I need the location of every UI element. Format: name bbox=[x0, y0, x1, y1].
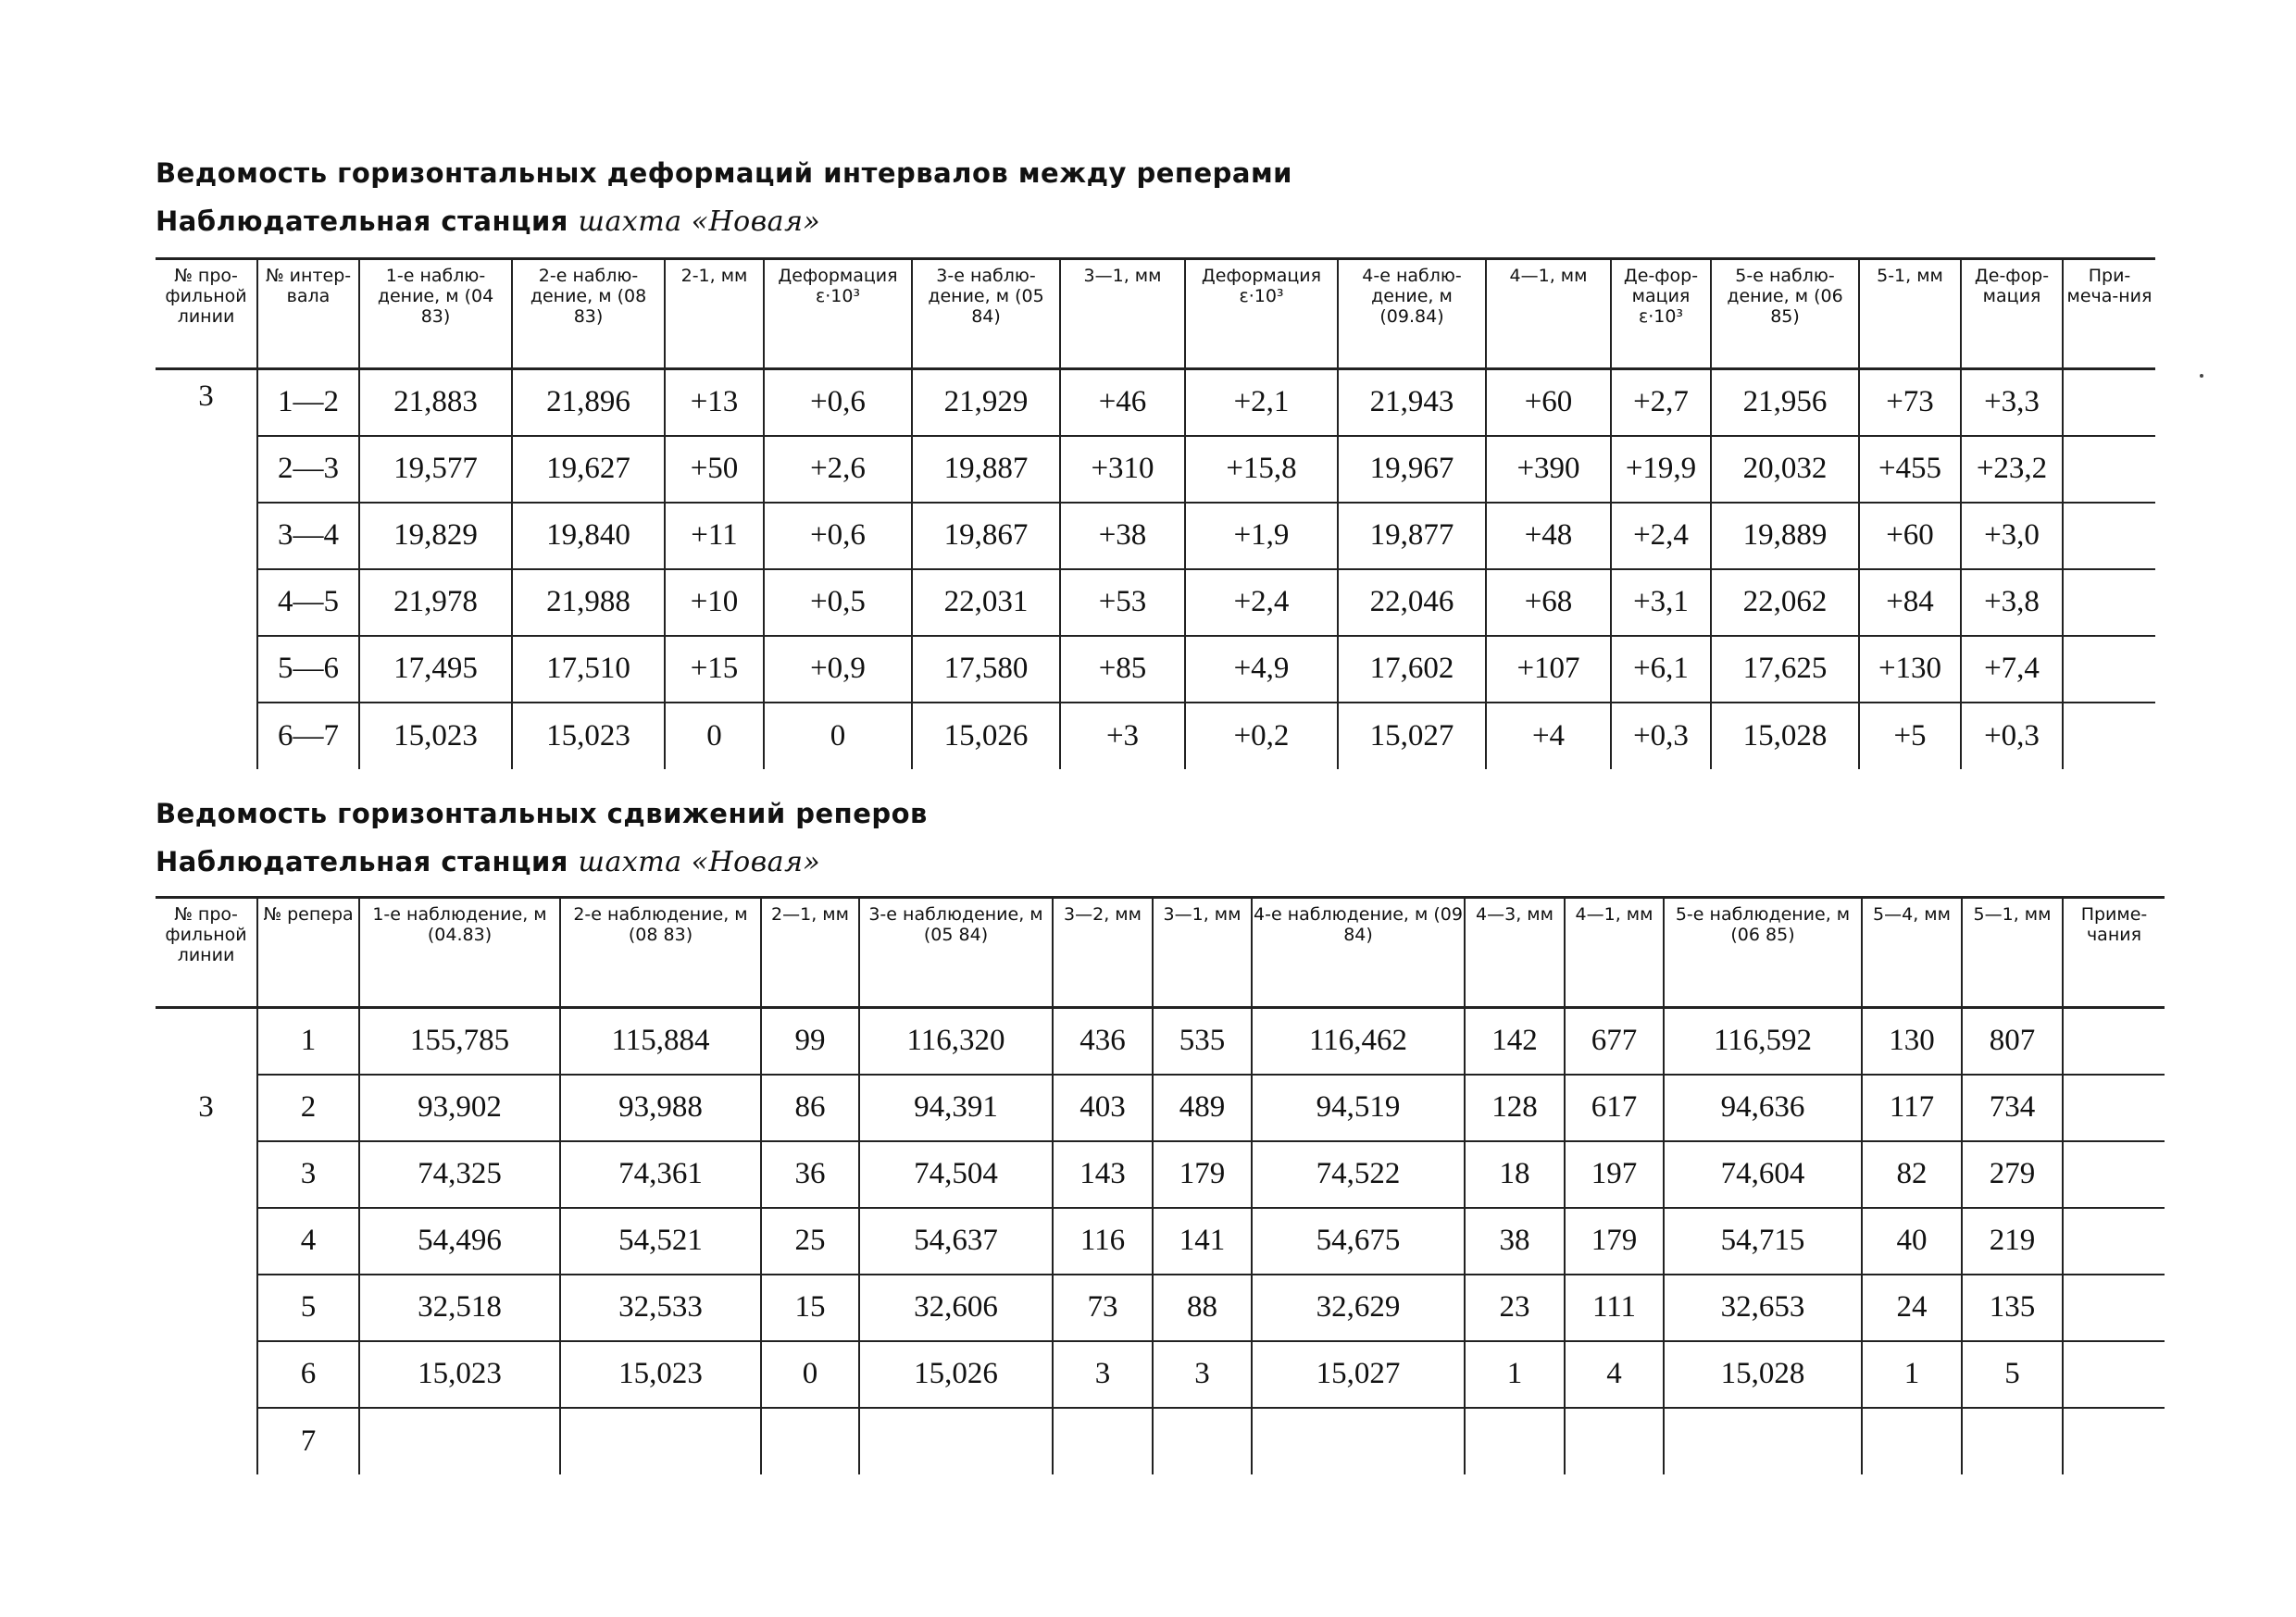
cell-obs5: 54,715 bbox=[1664, 1208, 1862, 1275]
cell-d21: +15 bbox=[665, 636, 764, 703]
table2-header-7: 3—1, мм bbox=[1153, 898, 1252, 1008]
cell-obs4: 116,462 bbox=[1252, 1008, 1465, 1075]
cell-obs1: 74,325 bbox=[359, 1141, 560, 1208]
cell-obs1: 19,829 bbox=[359, 503, 512, 569]
cell-def4: +2,7 bbox=[1611, 369, 1711, 436]
cell-d31 bbox=[1153, 1408, 1252, 1474]
cell-d51: 219 bbox=[1962, 1208, 2063, 1275]
cell-obs2: 74,361 bbox=[560, 1141, 761, 1208]
cell-def3: +1,9 bbox=[1185, 503, 1338, 569]
cell-d41: +48 bbox=[1486, 503, 1611, 569]
cell-d41: 111 bbox=[1565, 1275, 1664, 1341]
table1-header-14: Де-фор-мация bbox=[1961, 259, 2063, 369]
cell-d21: +13 bbox=[665, 369, 764, 436]
cell-interval: 3—4 bbox=[257, 503, 359, 569]
cell-obs1: 17,495 bbox=[359, 636, 512, 703]
cell-obs1: 93,902 bbox=[359, 1075, 560, 1141]
table1-header-6: 3-е наблю-дение, м (05 84) bbox=[912, 259, 1060, 369]
table1-station-name: шахта «Новая» bbox=[578, 205, 821, 238]
table2-header-3: 2-е наблюдение, м (08 83) bbox=[560, 898, 761, 1008]
table1-header-2: 1-е наблю-дение, м (04 83) bbox=[359, 259, 512, 369]
cell-obs3: 116,320 bbox=[859, 1008, 1053, 1075]
cell-note bbox=[2063, 1008, 2165, 1075]
cell-obs1: 15,023 bbox=[359, 703, 512, 769]
cell-obs2: 115,884 bbox=[560, 1008, 761, 1075]
cell-obs1: 54,496 bbox=[359, 1208, 560, 1275]
cell-d41: 179 bbox=[1565, 1208, 1664, 1275]
cell-def2: +0,6 bbox=[764, 369, 912, 436]
cell-note bbox=[2063, 703, 2155, 769]
cell-obs4: 17,602 bbox=[1338, 636, 1486, 703]
table1-header-3: 2-е наблю-дение, м (08 83) bbox=[512, 259, 665, 369]
cell-d21: 0 bbox=[761, 1341, 859, 1408]
cell-d21: 99 bbox=[761, 1008, 859, 1075]
cell-def5: +0,3 bbox=[1961, 703, 2063, 769]
cell-obs5: 19,889 bbox=[1711, 503, 1859, 569]
table2-station-heading bbox=[156, 846, 820, 878]
displacement-row bbox=[156, 1208, 2165, 1275]
cell-d41: +4 bbox=[1486, 703, 1611, 769]
cell-d54 bbox=[1862, 1408, 1962, 1474]
cell-d31: 88 bbox=[1153, 1275, 1252, 1341]
table2-header-1: № репера bbox=[257, 898, 359, 1008]
cell-marker: 4 bbox=[257, 1208, 359, 1275]
cell-def5: +7,4 bbox=[1961, 636, 2063, 703]
cell-obs1: 21,978 bbox=[359, 569, 512, 636]
table2-header-9: 4—3, мм bbox=[1465, 898, 1565, 1008]
cell-def2: 0 bbox=[764, 703, 912, 769]
table1-station-label: Наблюдательная станция bbox=[156, 205, 568, 237]
cell-d43: 38 bbox=[1465, 1208, 1565, 1275]
cell-d31: 141 bbox=[1153, 1208, 1252, 1275]
cell-d54: 130 bbox=[1862, 1008, 1962, 1075]
cell-obs3: 74,504 bbox=[859, 1141, 1053, 1208]
cell-d32 bbox=[1053, 1408, 1153, 1474]
cell-d31: 535 bbox=[1153, 1008, 1252, 1075]
cell-d32: 403 bbox=[1053, 1075, 1153, 1141]
displacement-row bbox=[156, 1275, 2165, 1341]
cell-obs1 bbox=[359, 1408, 560, 1474]
cell-def4: +3,1 bbox=[1611, 569, 1711, 636]
cell-marker: 1 bbox=[257, 1008, 359, 1075]
table2-header-14: Приме-чания bbox=[2063, 898, 2165, 1008]
table1-header-11: Де-фор-мация ε·10³ bbox=[1611, 259, 1711, 369]
cell-obs3: 15,026 bbox=[859, 1341, 1053, 1408]
cell-def5: +3,8 bbox=[1961, 569, 2063, 636]
cell-d31: 179 bbox=[1153, 1141, 1252, 1208]
cell-d41: +68 bbox=[1486, 569, 1611, 636]
displacement-row bbox=[156, 1141, 2165, 1208]
cell-obs5: 21,956 bbox=[1711, 369, 1859, 436]
cell-d51: +5 bbox=[1859, 703, 1961, 769]
displacement-table bbox=[156, 896, 2165, 1474]
cell-obs4 bbox=[1252, 1408, 1465, 1474]
table1-title: Ведомость горизонтальных деформаций интервалов между реперами bbox=[156, 157, 1292, 189]
deformation-row bbox=[156, 503, 2155, 569]
cell-d31: +3 bbox=[1060, 703, 1185, 769]
deformation-row bbox=[156, 636, 2155, 703]
cell-obs2 bbox=[560, 1408, 761, 1474]
cell-obs5: 22,062 bbox=[1711, 569, 1859, 636]
cell-note bbox=[2063, 369, 2155, 436]
cell-d41: +107 bbox=[1486, 636, 1611, 703]
cell-obs3: 21,929 bbox=[912, 369, 1060, 436]
cell-marker: 5 bbox=[257, 1275, 359, 1341]
cell-d51: +73 bbox=[1859, 369, 1961, 436]
cell-d21: 0 bbox=[665, 703, 764, 769]
deformation-row bbox=[156, 369, 2155, 436]
cell-d31: 3 bbox=[1153, 1341, 1252, 1408]
cell-d41: 197 bbox=[1565, 1141, 1664, 1208]
cell-note bbox=[2063, 1141, 2165, 1208]
cell-marker: 7 bbox=[257, 1408, 359, 1474]
table1-station-heading bbox=[156, 205, 820, 238]
cell-obs3: 15,026 bbox=[912, 703, 1060, 769]
cell-obs3: 94,391 bbox=[859, 1075, 1053, 1141]
table2-title: Ведомость горизонтальных сдвижений реперов bbox=[156, 798, 928, 829]
cell-obs4: 22,046 bbox=[1338, 569, 1486, 636]
cell-def5: +23,2 bbox=[1961, 436, 2063, 503]
cell-obs4: 15,027 bbox=[1338, 703, 1486, 769]
cell-def4: +2,4 bbox=[1611, 503, 1711, 569]
table2-header-2: 1-е наблюдение, м (04.83) bbox=[359, 898, 560, 1008]
cell-d21: 15 bbox=[761, 1275, 859, 1341]
cell-def4: +6,1 bbox=[1611, 636, 1711, 703]
cell-d43 bbox=[1465, 1408, 1565, 1474]
cell-note bbox=[2063, 1275, 2165, 1341]
table2-header-5: 3-е наблюдение, м (05 84) bbox=[859, 898, 1053, 1008]
cell-d32: 116 bbox=[1053, 1208, 1153, 1275]
cell-def3: +15,8 bbox=[1185, 436, 1338, 503]
displacement-row bbox=[156, 1341, 2165, 1408]
cell-note bbox=[2063, 636, 2155, 703]
cell-def4: +0,3 bbox=[1611, 703, 1711, 769]
cell-def3: +4,9 bbox=[1185, 636, 1338, 703]
deformation-table bbox=[156, 257, 2155, 769]
cell-obs3 bbox=[859, 1408, 1053, 1474]
cell-d51: 279 bbox=[1962, 1141, 2063, 1208]
table2-profile-line: 3 bbox=[156, 1008, 257, 1474]
cell-note bbox=[2063, 1408, 2165, 1474]
cell-d43: 1 bbox=[1465, 1341, 1565, 1408]
cell-d54: 117 bbox=[1862, 1075, 1962, 1141]
cell-d41 bbox=[1565, 1408, 1664, 1474]
cell-d31: +53 bbox=[1060, 569, 1185, 636]
cell-obs2: 15,023 bbox=[512, 703, 665, 769]
cell-interval: 4—5 bbox=[257, 569, 359, 636]
cell-obs4: 94,519 bbox=[1252, 1075, 1465, 1141]
table1-header-4: 2-1, мм bbox=[665, 259, 764, 369]
cell-d21: +50 bbox=[665, 436, 764, 503]
cell-obs3: 17,580 bbox=[912, 636, 1060, 703]
cell-note bbox=[2063, 503, 2155, 569]
table1-header-5: Деформация ε·10³ bbox=[764, 259, 912, 369]
cell-obs1: 15,023 bbox=[359, 1341, 560, 1408]
table2-header-4: 2—1, мм bbox=[761, 898, 859, 1008]
table1-header-13: 5-1, мм bbox=[1859, 259, 1961, 369]
cell-interval: 5—6 bbox=[257, 636, 359, 703]
cell-obs3: 19,887 bbox=[912, 436, 1060, 503]
cell-d51: +455 bbox=[1859, 436, 1961, 503]
table1-header-12: 5-е наблю-дение, м (06 85) bbox=[1711, 259, 1859, 369]
cell-def3: +2,1 bbox=[1185, 369, 1338, 436]
cell-obs5: 20,032 bbox=[1711, 436, 1859, 503]
cell-obs2: 32,533 bbox=[560, 1275, 761, 1341]
cell-obs4: 54,675 bbox=[1252, 1208, 1465, 1275]
cell-d32: 436 bbox=[1053, 1008, 1153, 1075]
cell-obs5: 116,592 bbox=[1664, 1008, 1862, 1075]
cell-obs2: 54,521 bbox=[560, 1208, 761, 1275]
stray-mark bbox=[2200, 374, 2203, 378]
cell-obs2: 19,840 bbox=[512, 503, 665, 569]
cell-d43: 18 bbox=[1465, 1141, 1565, 1208]
table2-header-0: № про-фильной линии bbox=[156, 898, 257, 1008]
cell-marker: 3 bbox=[257, 1141, 359, 1208]
cell-d21: 36 bbox=[761, 1141, 859, 1208]
cell-d21: +10 bbox=[665, 569, 764, 636]
cell-marker: 6 bbox=[257, 1341, 359, 1408]
cell-d41: +390 bbox=[1486, 436, 1611, 503]
cell-d43: 128 bbox=[1465, 1075, 1565, 1141]
cell-def5: +3,0 bbox=[1961, 503, 2063, 569]
table1-profile-line: 3 bbox=[156, 369, 257, 769]
table1-header-9: 4-е наблю-дение, м (09.84) bbox=[1338, 259, 1486, 369]
deformation-row bbox=[156, 703, 2155, 769]
cell-interval: 2—3 bbox=[257, 436, 359, 503]
cell-d41: +60 bbox=[1486, 369, 1611, 436]
table1-header-7: 3—1, мм bbox=[1060, 259, 1185, 369]
deformation-row bbox=[156, 436, 2155, 503]
cell-obs2: 21,988 bbox=[512, 569, 665, 636]
cell-def2: +0,6 bbox=[764, 503, 912, 569]
table1-header-8: Деформация ε·10³ bbox=[1185, 259, 1338, 369]
cell-note bbox=[2063, 436, 2155, 503]
cell-d31: 489 bbox=[1153, 1075, 1252, 1141]
cell-d32: 143 bbox=[1053, 1141, 1153, 1208]
table2-header-6: 3—2, мм bbox=[1053, 898, 1153, 1008]
cell-d41: 677 bbox=[1565, 1008, 1664, 1075]
cell-obs1: 155,785 bbox=[359, 1008, 560, 1075]
table1-header-10: 4—1, мм bbox=[1486, 259, 1611, 369]
cell-obs5: 17,625 bbox=[1711, 636, 1859, 703]
cell-d51: 5 bbox=[1962, 1341, 2063, 1408]
cell-d51: +130 bbox=[1859, 636, 1961, 703]
cell-obs3: 22,031 bbox=[912, 569, 1060, 636]
cell-d51: +60 bbox=[1859, 503, 1961, 569]
deformation-row bbox=[156, 569, 2155, 636]
cell-d41: 617 bbox=[1565, 1075, 1664, 1141]
cell-d21: 25 bbox=[761, 1208, 859, 1275]
cell-obs4: 19,967 bbox=[1338, 436, 1486, 503]
cell-obs3: 19,867 bbox=[912, 503, 1060, 569]
cell-d51 bbox=[1962, 1408, 2063, 1474]
displacement-row bbox=[156, 1408, 2165, 1474]
cell-d41: 4 bbox=[1565, 1341, 1664, 1408]
cell-obs5: 15,028 bbox=[1664, 1341, 1862, 1408]
cell-def2: +2,6 bbox=[764, 436, 912, 503]
cell-obs1: 21,883 bbox=[359, 369, 512, 436]
cell-d31: +310 bbox=[1060, 436, 1185, 503]
cell-obs5 bbox=[1664, 1408, 1862, 1474]
cell-obs2: 15,023 bbox=[560, 1341, 761, 1408]
cell-d21: +11 bbox=[665, 503, 764, 569]
cell-d51: 734 bbox=[1962, 1075, 2063, 1141]
cell-obs1: 19,577 bbox=[359, 436, 512, 503]
cell-d51: +84 bbox=[1859, 569, 1961, 636]
cell-def2: +0,9 bbox=[764, 636, 912, 703]
cell-d31: +85 bbox=[1060, 636, 1185, 703]
cell-def3: +2,4 bbox=[1185, 569, 1338, 636]
table1-header-0: № про-фильной линии bbox=[156, 259, 257, 369]
table2-header-11: 5-е наблюдение, м (06 85) bbox=[1664, 898, 1862, 1008]
cell-marker: 2 bbox=[257, 1075, 359, 1141]
cell-d51: 807 bbox=[1962, 1008, 2063, 1075]
cell-d43: 142 bbox=[1465, 1008, 1565, 1075]
cell-d43: 23 bbox=[1465, 1275, 1565, 1341]
displacement-row bbox=[156, 1075, 2165, 1141]
cell-obs5: 32,653 bbox=[1664, 1275, 1862, 1341]
cell-obs5: 94,636 bbox=[1664, 1075, 1862, 1141]
cell-obs2: 21,896 bbox=[512, 369, 665, 436]
cell-obs3: 54,637 bbox=[859, 1208, 1053, 1275]
cell-note bbox=[2063, 1075, 2165, 1141]
table1-header-1: № интер-вала bbox=[257, 259, 359, 369]
cell-d54: 40 bbox=[1862, 1208, 1962, 1275]
cell-interval: 6—7 bbox=[257, 703, 359, 769]
cell-d54: 82 bbox=[1862, 1141, 1962, 1208]
cell-d31: +46 bbox=[1060, 369, 1185, 436]
cell-interval: 1—2 bbox=[257, 369, 359, 436]
cell-note bbox=[2063, 1208, 2165, 1275]
table2-header-10: 4—1, мм bbox=[1565, 898, 1664, 1008]
cell-obs4: 19,877 bbox=[1338, 503, 1486, 569]
cell-obs5: 74,604 bbox=[1664, 1141, 1862, 1208]
cell-obs2: 19,627 bbox=[512, 436, 665, 503]
cell-d54: 1 bbox=[1862, 1341, 1962, 1408]
cell-def2: +0,5 bbox=[764, 569, 912, 636]
cell-def4: +19,9 bbox=[1611, 436, 1711, 503]
cell-d54: 24 bbox=[1862, 1275, 1962, 1341]
cell-note bbox=[2063, 1341, 2165, 1408]
cell-obs4: 21,943 bbox=[1338, 369, 1486, 436]
cell-d21: 86 bbox=[761, 1075, 859, 1141]
cell-d31: +38 bbox=[1060, 503, 1185, 569]
cell-obs2: 17,510 bbox=[512, 636, 665, 703]
cell-obs4: 32,629 bbox=[1252, 1275, 1465, 1341]
displacement-row bbox=[156, 1008, 2165, 1075]
table1-header-15: При-меча-ния bbox=[2063, 259, 2155, 369]
cell-def3: +0,2 bbox=[1185, 703, 1338, 769]
cell-obs1: 32,518 bbox=[359, 1275, 560, 1341]
cell-obs4: 74,522 bbox=[1252, 1141, 1465, 1208]
cell-obs4: 15,027 bbox=[1252, 1341, 1465, 1408]
table2-station-name: шахта «Новая» bbox=[578, 846, 821, 878]
cell-def5: +3,3 bbox=[1961, 369, 2063, 436]
cell-d51: 135 bbox=[1962, 1275, 2063, 1341]
table2-station-label: Наблюдательная станция bbox=[156, 846, 568, 877]
cell-d21 bbox=[761, 1408, 859, 1474]
cell-obs3: 32,606 bbox=[859, 1275, 1053, 1341]
table2-header-12: 5—4, мм bbox=[1862, 898, 1962, 1008]
table2-header-13: 5—1, мм bbox=[1962, 898, 2063, 1008]
cell-note bbox=[2063, 569, 2155, 636]
cell-d32: 3 bbox=[1053, 1341, 1153, 1408]
cell-d32: 73 bbox=[1053, 1275, 1153, 1341]
cell-obs5: 15,028 bbox=[1711, 703, 1859, 769]
cell-obs2: 93,988 bbox=[560, 1075, 761, 1141]
table2-header-8: 4-е наблюдение, м (09 84) bbox=[1252, 898, 1465, 1008]
